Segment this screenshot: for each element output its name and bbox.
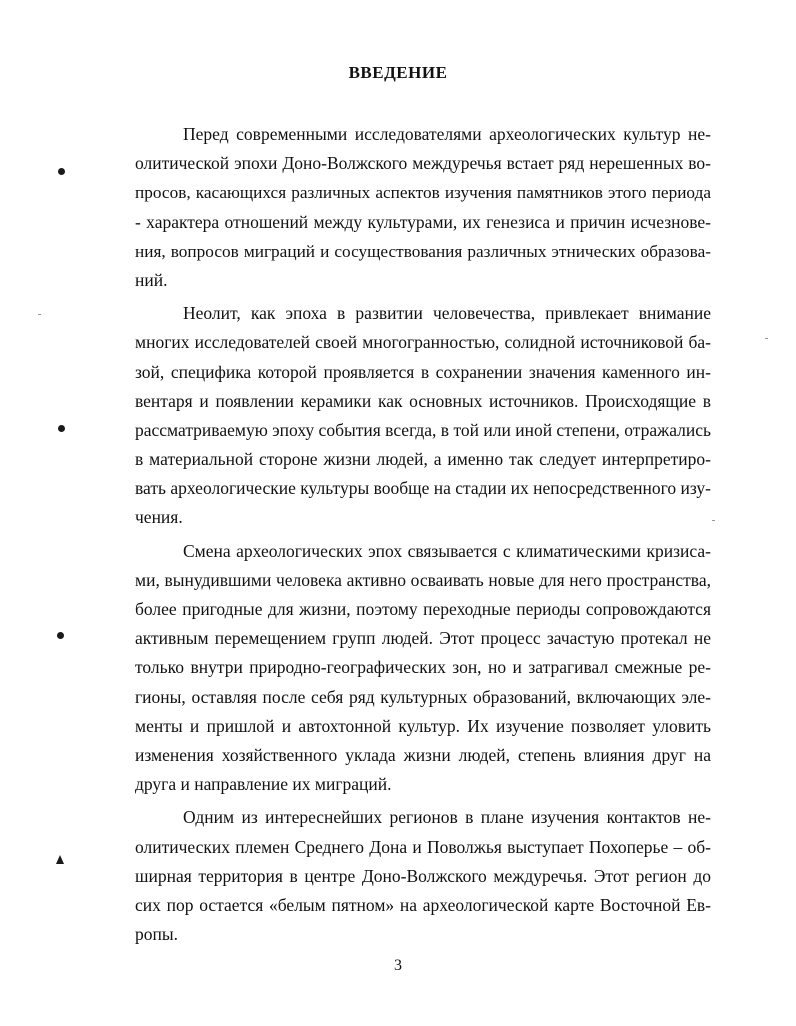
paragraph-line: многих исследователей своей многогранностью, солидной источниковой ба- [135, 332, 711, 353]
paragraph-line: менты и пришлой и автохтонной культур. Их изучение позволяет уловить [135, 715, 711, 736]
paragraph-line: в материальной стороне жизни людей, а именно так следует интерпретиро- [135, 449, 711, 470]
paragraph-line: активным перемещением групп людей. Этот процесс зачастую протекал не [135, 628, 711, 649]
paragraph-line: ширная территория в центре Доно-Волжского междуречья. Этот регион до [135, 865, 711, 886]
paragraph-line: Перед современными исследователями археологических культур не- [183, 124, 711, 144]
paragraph-line: ми, вынудившими человека активно осваивать новые для него пространства, [135, 569, 711, 590]
paragraph-line: изменения хозяйственного уклада жизни людей, степень влияния друг на [135, 744, 711, 765]
punch-mark-icon [56, 855, 64, 864]
paragraph-line: просов, касающихся различных аспектов изучения памятников этого периода [135, 183, 711, 203]
paragraph-line: более пригодные для жизни, поэтому переходные периоды сопровождаются [135, 599, 711, 619]
punch-mark-icon [57, 632, 64, 639]
scan-speck [712, 520, 715, 521]
punch-mark-icon [58, 425, 65, 432]
scan-speck [38, 314, 41, 315]
paragraph-line: - характера отношений между культурами, их генезиса и причин исчезнове- [135, 211, 711, 232]
paragraph-line: вать археологические культуры вообще на стадии их непосредственного изу- [135, 478, 711, 499]
paragraph-line: Неолит, как эпоха в развитии человечества, привлекает внимание [183, 303, 711, 324]
page-title: ВВЕДЕНИЕ [348, 63, 448, 82]
paragraph-line: ропы. [135, 924, 178, 945]
paragraph-line: сих пор остается «белым пятном» на археологической карте Восточной Ев- [135, 894, 711, 915]
page-number: 3 [394, 957, 402, 974]
paragraph-line: олитических племен Среднего Дона и Поволжья выступает Похоперье – об- [135, 836, 711, 857]
paragraph-line: только внутри природно-географических зон, но и затрагивал смежные ре- [135, 657, 711, 678]
paragraph-line: Смена археологических эпох связывается с климатическими кризиса- [183, 540, 711, 561]
paragraph-line: вентаря и появлении керамики как основных источников. Происходящие в [135, 390, 711, 411]
paragraph-line: олитической эпохи Доно-Волжского междуречья встает ряд нерешенных во- [135, 153, 711, 174]
paragraph-line: Одним из интереснейших регионов в плане изучения контактов не- [183, 807, 711, 828]
scan-speck [765, 338, 768, 339]
paragraph-line: чения. [135, 507, 183, 528]
punch-mark-icon [58, 168, 65, 175]
paragraph-line: зой, специфика которой проявляется в сохранении значения каменного ин- [135, 361, 711, 382]
paragraph-line: друга и направление их миграций. [135, 774, 392, 795]
paragraph-line: гионы, оставляя после себя ряд культурных образований, включающих эле- [135, 686, 711, 707]
paragraph-line: ния, вопросов миграций и сосуществования различных этнических образова- [135, 241, 711, 261]
paragraph-line: рассматриваемую эпоху события всегда, в той или иной степени, отражались [135, 419, 711, 440]
paragraph-line: ний. [135, 269, 168, 290]
body-text [135, 120, 711, 949]
